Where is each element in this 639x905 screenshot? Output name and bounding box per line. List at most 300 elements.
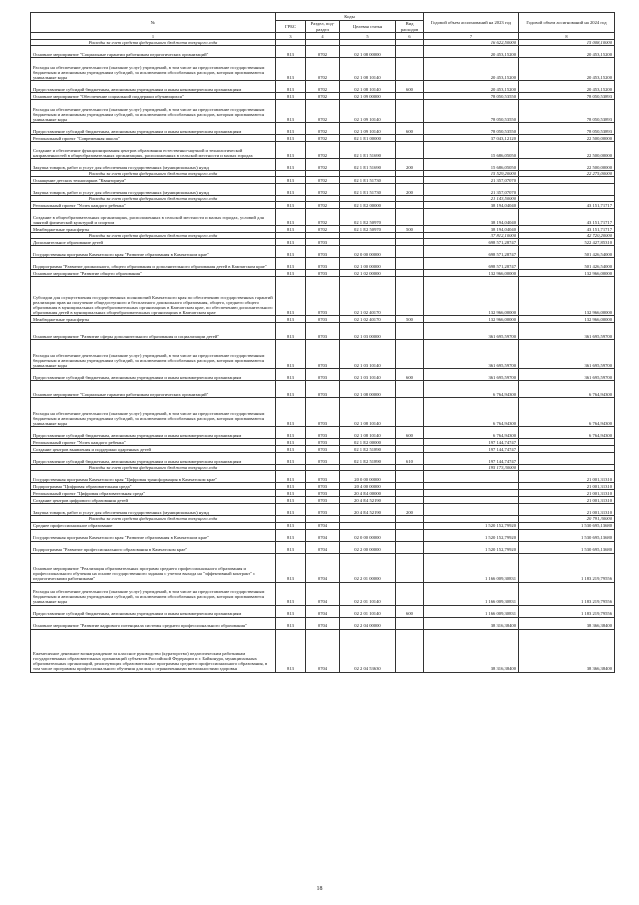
row-vr xyxy=(396,553,424,582)
row-vr xyxy=(396,202,424,209)
row-amount-2023: 37 812,10000 xyxy=(424,233,519,239)
row-razdel: 0704 xyxy=(306,629,340,672)
row-razdel: 0702 xyxy=(306,58,340,81)
row-csr: 02 1 03 00000 xyxy=(340,323,396,340)
row-amount-2023: 20 453,15200 xyxy=(424,46,519,58)
row-name: Предоставление субсидий бюджетным, автономным учреждениям и иным некоммерческим организациям xyxy=(31,427,276,439)
row-csr: 02 1 08 10140 xyxy=(340,81,396,93)
row-amount-2023: 1 520 152,79920 xyxy=(424,529,519,541)
row-amount-2024: 1 530 695,13680 xyxy=(519,522,615,529)
table-row xyxy=(31,258,615,270)
row-grbs: 813 xyxy=(276,446,306,453)
table-row xyxy=(31,177,615,184)
row-name: Предоставление субсидий бюджетным, автономным учреждениям и иным некоммерческим организациям xyxy=(31,369,276,381)
row-razdel: 0702 xyxy=(306,177,340,184)
row-vr xyxy=(396,258,424,270)
table-row xyxy=(31,226,615,233)
row-amount-2023: 197 144,74747 xyxy=(424,446,519,453)
row-amount-2024 xyxy=(519,446,615,453)
row-amount-2023: 197 144,74747 xyxy=(424,439,519,446)
table-row xyxy=(31,184,615,196)
row-name: Расходы за счет средств федерального бюджета текущего года xyxy=(31,196,276,202)
row-name: Расходы за счет средств федерального бюджета текущего года xyxy=(31,40,276,46)
row-name: Закупка товаров, работ и услуг для обеспечения государственных (муниципальных) нужд xyxy=(31,184,276,196)
row-vr xyxy=(396,340,424,369)
row-csr: 02 1 08 10140 xyxy=(340,58,396,81)
row-csr xyxy=(340,522,396,529)
column-numbers-row xyxy=(31,33,615,40)
row-name: Межбюджетные трансферты xyxy=(31,316,276,323)
row-csr: 02 1 09 00000 xyxy=(340,93,396,100)
row-amount-2024: 21 001,31310 xyxy=(519,471,615,483)
col-num: 6 xyxy=(396,33,424,40)
row-vr xyxy=(396,529,424,541)
row-razdel: 0703 xyxy=(306,340,340,369)
row-amount-2024 xyxy=(519,184,615,196)
row-amount-2023: 6 764,94300 xyxy=(424,427,519,439)
row-razdel: 0704 xyxy=(306,553,340,582)
row-razdel: 0703 xyxy=(306,246,340,258)
row-vr: 600 xyxy=(396,81,424,93)
row-amount-2024: 21 001,31310 xyxy=(519,504,615,516)
row-amount-2024: 21 001,31310 xyxy=(519,497,615,504)
table-row xyxy=(31,209,615,226)
row-grbs: 813 xyxy=(276,541,306,553)
row-grbs: 813 xyxy=(276,246,306,258)
row-grbs: 813 xyxy=(276,553,306,582)
row-razdel: 0703 xyxy=(306,369,340,381)
row-amount-2023 xyxy=(424,497,519,504)
table-row xyxy=(31,529,615,541)
row-name: Подпрограмма "Развитие профессионального образования в Камчатском крае" xyxy=(31,541,276,553)
row-csr: 02 1 02 00000 xyxy=(340,270,396,277)
row-name: Расходы за счет средств федерального бюджета текущего года xyxy=(31,171,276,177)
table-row xyxy=(31,135,615,142)
row-csr: 20 0 00 00000 xyxy=(340,471,396,483)
row-amount-2023: 38 316,38400 xyxy=(424,617,519,629)
row-csr: 02 2 01 00000 xyxy=(340,553,396,582)
row-grbs: 813 xyxy=(276,605,306,617)
row-vr xyxy=(396,541,424,553)
row-amount-2024: 20 453,15200 xyxy=(519,46,615,58)
table-row xyxy=(31,93,615,100)
row-amount-2024: 361 695,59700 xyxy=(519,369,615,381)
row-csr: 02 1 E2 50970 xyxy=(340,209,396,226)
row-amount-2023: 20 453,15200 xyxy=(424,81,519,93)
row-vr xyxy=(396,617,424,629)
col-num: 3 xyxy=(276,33,306,40)
row-name: Государственная программа Камчатского края "Цифровая трансформация в Камчатском крае" xyxy=(31,471,276,483)
row-csr: 02 1 09 10140 xyxy=(340,100,396,123)
row-amount-2023: 38 194,04040 xyxy=(424,202,519,209)
row-grbs: 813 xyxy=(276,135,306,142)
row-amount-2023: 1 520 152,79920 xyxy=(424,522,519,529)
row-csr: 02 2 01 10140 xyxy=(340,605,396,617)
row-amount-2024: 43 151,71717 xyxy=(519,202,615,209)
row-vr: 610 xyxy=(396,453,424,465)
row-grbs: 813 xyxy=(276,629,306,672)
table-row xyxy=(31,497,615,504)
table-row xyxy=(31,81,615,93)
row-grbs: 813 xyxy=(276,270,306,277)
row-amount-2023: 6 764,94300 xyxy=(424,398,519,427)
table-row xyxy=(31,439,615,446)
row-name: Расходы на обеспечение деятельности (оказание услуг) учреждений, в том числе на предоставление государственным бюджетным и автономным учреждениям субсидий, за исключением обособленных расходов, которым присваиваются уникальные коды xyxy=(31,58,276,81)
table-header xyxy=(31,13,615,40)
row-grbs: 813 xyxy=(276,93,306,100)
col-num: 1 xyxy=(31,33,276,40)
row-vr xyxy=(396,100,424,123)
row-amount-2023: 21 357,07070 xyxy=(424,184,519,196)
row-grbs: 813 xyxy=(276,46,306,58)
row-vr: 200 xyxy=(396,184,424,196)
table-row xyxy=(31,142,615,159)
row-vr: 200 xyxy=(396,504,424,516)
row-amount-2023 xyxy=(424,471,519,483)
row-amount-2024: 21 001,31310 xyxy=(519,483,615,490)
row-csr: 02 1 E2 51890 xyxy=(340,446,396,453)
row-razdel: 0702 xyxy=(306,226,340,233)
row-csr: 02 1 02 40170 xyxy=(340,316,396,323)
budget-table xyxy=(30,12,615,673)
row-vr xyxy=(396,93,424,100)
row-csr: 02 1 09 10140 xyxy=(340,123,396,135)
row-grbs: 813 xyxy=(276,177,306,184)
row-vr xyxy=(396,381,424,398)
row-vr xyxy=(396,46,424,58)
row-amount-2024: 78 050,53893 xyxy=(519,123,615,135)
row-name: Государственная программа Камчатского края "Развитие образования в Камчатском крае" xyxy=(31,246,276,258)
row-csr: 02 1 E1 00000 xyxy=(340,135,396,142)
row-razdel: 0702 xyxy=(306,142,340,159)
col-num: 5 xyxy=(340,33,396,40)
row-csr: 02 1 03 10140 xyxy=(340,369,396,381)
row-name: Создание центров цифрового образования детей xyxy=(31,497,276,504)
row-vr xyxy=(396,142,424,159)
row-name: Основное мероприятие "Социальные гарантии работникам педагогических организаций" xyxy=(31,381,276,398)
row-csr: 02 1 E2 00000 xyxy=(340,439,396,446)
table-row xyxy=(31,504,615,516)
row-name: Создание и обеспечение функционирования центров образования естественно-научной и технологической направленностей в общеобразовательных организациях, расположенных в сельской местности и малых городах xyxy=(31,142,276,159)
row-razdel: 0703 xyxy=(306,239,340,246)
row-grbs: 813 xyxy=(276,439,306,446)
row-amount-2023: 38 194,04040 xyxy=(424,226,519,233)
row-amount-2023: 132 966,00000 xyxy=(424,270,519,277)
header-grbs: ГРБС xyxy=(276,21,306,33)
row-amount-2023: 78 050,53550 xyxy=(424,93,519,100)
row-vr xyxy=(396,209,424,226)
row-grbs: 813 xyxy=(276,81,306,93)
row-amount-2023: 698 571,28747 xyxy=(424,239,519,246)
row-grbs: 813 xyxy=(276,369,306,381)
row-csr: 02 1 E2 50970 xyxy=(340,226,396,233)
table-row xyxy=(31,471,615,483)
row-grbs: 813 xyxy=(276,277,306,316)
row-amount-2024: 20 791,30000 xyxy=(519,516,615,522)
row-amount-2023: 21 357,07070 xyxy=(424,177,519,184)
row-vr xyxy=(396,270,424,277)
table-row xyxy=(31,340,615,369)
row-amount-2023 xyxy=(424,483,519,490)
row-razdel: 0703 xyxy=(306,504,340,516)
row-vr: 600 xyxy=(396,605,424,617)
row-name: Расходы за счет средств федерального бюджета текущего года xyxy=(31,516,276,522)
row-grbs: 813 xyxy=(276,483,306,490)
row-grbs: 813 xyxy=(276,497,306,504)
row-amount-2024: 501 426,54000 xyxy=(519,258,615,270)
row-razdel: 0703 xyxy=(306,471,340,483)
row-razdel: 0703 xyxy=(306,323,340,340)
row-name: Основное мероприятие "Развитие кадрового потенциала системы среднего профессионального образования" xyxy=(31,617,276,629)
row-name: Межбюджетные трансферты xyxy=(31,226,276,233)
row-razdel: 0704 xyxy=(306,541,340,553)
row-name: Создание центров выявления и поддержки одаренных детей xyxy=(31,446,276,453)
row-amount-2024: 38 366,38400 xyxy=(519,629,615,672)
row-razdel: 0702 xyxy=(306,123,340,135)
row-amount-2024 xyxy=(519,453,615,465)
table-row xyxy=(31,159,615,171)
row-csr: 20 4 00 00000 xyxy=(340,483,396,490)
row-razdel: 0702 xyxy=(306,184,340,196)
row-csr: 02 1 E2 51890 xyxy=(340,453,396,465)
row-vr xyxy=(396,439,424,446)
row-razdel: 0702 xyxy=(306,93,340,100)
row-razdel: 0703 xyxy=(306,427,340,439)
row-name: Подпрограмма "Цифровая образовательная среда" xyxy=(31,483,276,490)
row-name: Региональный проект "Современная школа" xyxy=(31,135,276,142)
row-grbs: 813 xyxy=(276,522,306,529)
row-name: Подпрограмма "Развитие дошкольного, общего образования и дополнительного образования детей в Камчатском крае" xyxy=(31,258,276,270)
row-amount-2023 xyxy=(424,504,519,516)
row-amount-2024: 6 764,94300 xyxy=(519,398,615,427)
row-grbs: 813 xyxy=(276,316,306,323)
row-razdel: 0702 xyxy=(306,159,340,171)
row-csr: 02 1 03 10140 xyxy=(340,340,396,369)
row-amount-2023: 21 143,50000 xyxy=(424,196,519,202)
row-name: Региональный проект "Успех каждого ребенка" xyxy=(31,439,276,446)
row-grbs: 813 xyxy=(276,490,306,497)
row-grbs: 813 xyxy=(276,471,306,483)
table-row xyxy=(31,323,615,340)
row-amount-2023: 6 764,94300 xyxy=(424,381,519,398)
row-grbs: 813 xyxy=(276,258,306,270)
row-razdel: 0702 xyxy=(306,100,340,123)
row-grbs: 813 xyxy=(276,582,306,605)
row-vr xyxy=(396,483,424,490)
header-year-2023: Годовой объем ассигнований на 2023 год xyxy=(424,13,519,33)
row-razdel: 0703 xyxy=(306,439,340,446)
row-amount-2023: 197 144,74747 xyxy=(424,453,519,465)
row-vr xyxy=(396,471,424,483)
row-csr: 02 2 01 10140 xyxy=(340,582,396,605)
row-vr xyxy=(396,246,424,258)
row-name: Региональный проект "Цифровая образовательная среда" xyxy=(31,490,276,497)
row-amount-2024: 361 695,59700 xyxy=(519,340,615,369)
row-amount-2024: 38 366,38400 xyxy=(519,617,615,629)
table-row xyxy=(31,453,615,465)
row-csr: 02 1 08 00000 xyxy=(340,46,396,58)
row-csr: 02 1 02 40170 xyxy=(340,277,396,316)
row-grbs: 813 xyxy=(276,504,306,516)
row-vr xyxy=(396,490,424,497)
row-amount-2023: 361 695,59700 xyxy=(424,323,519,340)
row-name: Оснащение детских технопарков "Кванториум" xyxy=(31,177,276,184)
row-vr: 500 xyxy=(396,316,424,323)
row-grbs: 813 xyxy=(276,398,306,427)
row-amount-2024: 1 183 219,79556 xyxy=(519,553,615,582)
row-amount-2023: 361 695,59700 xyxy=(424,369,519,381)
row-csr: 02 2 00 00000 xyxy=(340,541,396,553)
row-amount-2024: 21 001,31310 xyxy=(519,490,615,497)
row-vr: 500 xyxy=(396,226,424,233)
row-csr: 02 0 00 00000 xyxy=(340,529,396,541)
row-razdel: 0703 xyxy=(306,398,340,427)
row-grbs: 813 xyxy=(276,239,306,246)
table-row xyxy=(31,58,615,81)
row-name: Расходы на обеспечение деятельности (оказание услуг) учреждений, в том числе на предоставление государственным бюджетным и автономным учреждениям субсидий, за исключением обособленных расходов, которым присваиваются уникальные коды xyxy=(31,340,276,369)
table-row xyxy=(31,490,615,497)
row-name: Расходы за счет средств федерального бюджета текущего года xyxy=(31,465,276,471)
table-row xyxy=(31,381,615,398)
table-row xyxy=(31,369,615,381)
page-number: 18 xyxy=(316,886,323,892)
row-amount-2024: 22 500,00000 xyxy=(519,142,615,159)
row-razdel: 0702 xyxy=(306,135,340,142)
row-razdel: 0703 xyxy=(306,497,340,504)
table-row xyxy=(31,277,615,316)
row-name: Региональный проект "Успех каждого ребенка" xyxy=(31,202,276,209)
table-row xyxy=(31,316,615,323)
row-name: Предоставление субсидий бюджетным, автономным учреждениям и иным некоммерческим организациям xyxy=(31,453,276,465)
row-razdel: 0702 xyxy=(306,46,340,58)
row-name: Основное мероприятие "Развитие общего образования" xyxy=(31,270,276,277)
row-name: Среднее профессиональное образование xyxy=(31,522,276,529)
col-num: 8 xyxy=(519,33,615,40)
row-amount-2023: 698 571,28747 xyxy=(424,246,519,258)
table-row xyxy=(31,629,615,672)
row-name: Создание в общеобразовательных организациях, расположенных в сельской местности и малых городах, условий для занятий физической культурой и спортом xyxy=(31,209,276,226)
row-vr xyxy=(396,398,424,427)
row-grbs: 813 xyxy=(276,123,306,135)
row-vr xyxy=(396,323,424,340)
table-row xyxy=(31,582,615,605)
row-amount-2024: 132 966,00000 xyxy=(519,277,615,316)
row-grbs: 813 xyxy=(276,159,306,171)
row-name: Основное мероприятие "Обеспечение социальной поддержки обучающихся" xyxy=(31,93,276,100)
row-name: Государственная программа Камчатского края "Развитие образования в Камчатском крае" xyxy=(31,529,276,541)
row-name: Предоставление субсидий бюджетным, автономным учреждениям и иным некоммерческим организациям xyxy=(31,605,276,617)
row-amount-2023: 361 695,59700 xyxy=(424,340,519,369)
row-name: Основное мероприятие "Реализация образовательных программ среднего профессионального образования и профессионального обучения на основе государственного задания с учетом выхода на "эффективный контракт" с педагогическими работниками" xyxy=(31,553,276,582)
row-amount-2023: 1 166 009,30831 xyxy=(424,582,519,605)
row-amount-2023: 37 043,12120 xyxy=(424,135,519,142)
table-row xyxy=(31,446,615,453)
row-vr xyxy=(396,177,424,184)
row-razdel: 0703 xyxy=(306,483,340,490)
row-grbs: 813 xyxy=(276,226,306,233)
row-razdel: 0703 xyxy=(306,277,340,316)
row-amount-2024 xyxy=(519,177,615,184)
row-grbs: 813 xyxy=(276,453,306,465)
row-amount-2023: 20 453,15200 xyxy=(424,58,519,81)
row-grbs: 813 xyxy=(276,529,306,541)
row-razdel: 0704 xyxy=(306,605,340,617)
row-name: Закупка товаров, работ и услуг для обеспечения государственных (муниципальных) нужд xyxy=(31,159,276,171)
row-name: Расходы за счет средств федерального бюджета текущего года xyxy=(31,233,276,239)
row-amount-2023: 1 166 009,30831 xyxy=(424,553,519,582)
row-grbs: 813 xyxy=(276,58,306,81)
row-vr xyxy=(396,135,424,142)
row-amount-2024: 501 426,54000 xyxy=(519,246,615,258)
row-amount-2024 xyxy=(519,439,615,446)
row-name: Предоставление субсидий бюджетным, автономным учреждениям и иным некоммерческим организациям xyxy=(31,81,276,93)
row-razdel: 0703 xyxy=(306,316,340,323)
row-vr: 600 xyxy=(396,427,424,439)
row-razdel: 0704 xyxy=(306,529,340,541)
row-grbs: 813 xyxy=(276,381,306,398)
row-vr xyxy=(396,522,424,529)
table-body xyxy=(31,40,615,673)
row-name: Основное мероприятие "Социальные гарантии работникам педагогических организаций" xyxy=(31,46,276,58)
row-name: Закупка товаров, работ и услуг для обеспечения государственных (муниципальных) нужд xyxy=(31,504,276,516)
row-grbs: 813 xyxy=(276,209,306,226)
row-amount-2024: 22 500,00000 xyxy=(519,159,615,171)
row-csr: 02 1 08 10140 xyxy=(340,427,396,439)
row-vr: 600 xyxy=(396,369,424,381)
row-amount-2024: 1 530 695,13680 xyxy=(519,541,615,553)
header-razdel: Раздел, под-раздел xyxy=(306,21,340,33)
table-row xyxy=(31,270,615,277)
table-row xyxy=(31,605,615,617)
row-amount-2023: 132 966,00000 xyxy=(424,316,519,323)
row-csr: 02 1 E1 51730 xyxy=(340,177,396,184)
row-amount-2024: 132 966,00000 xyxy=(519,316,615,323)
table-row xyxy=(31,246,615,258)
header-year-2024: Годовой объем ассигнований на 2024 год xyxy=(519,13,615,33)
row-amount-2024: 132 966,00000 xyxy=(519,270,615,277)
header-vr: Вид расходов xyxy=(396,21,424,33)
row-name: Расходы на обеспечение деятельности (оказание услуг) учреждений, в том числе на предоставление государственным бюджетным и автономным учреждениям субсидий, за исключением обособленных расходов, которым присваиваются уникальные коды xyxy=(31,582,276,605)
row-csr: 02 2 04 00000 xyxy=(340,617,396,629)
row-csr: 20 4 E4 52190 xyxy=(340,504,396,516)
table-row xyxy=(31,239,615,246)
table-row xyxy=(31,427,615,439)
header-number: № xyxy=(31,13,276,33)
row-csr: 02 1 08 00000 xyxy=(340,381,396,398)
row-grbs: 813 xyxy=(276,427,306,439)
row-razdel: 0704 xyxy=(306,617,340,629)
row-vr xyxy=(396,239,424,246)
row-amount-2024: 43 151,71717 xyxy=(519,209,615,226)
row-amount-2024: 20 453,15200 xyxy=(519,81,615,93)
row-amount-2024: 6 764,94300 xyxy=(519,427,615,439)
row-grbs: 813 xyxy=(276,617,306,629)
row-csr: 02 1 E1 51730 xyxy=(340,184,396,196)
row-amount-2024: 361 695,59700 xyxy=(519,323,615,340)
row-grbs: 813 xyxy=(276,340,306,369)
row-csr xyxy=(340,239,396,246)
row-razdel: 0702 xyxy=(306,202,340,209)
budget-table-sheet xyxy=(30,12,614,673)
row-amount-2024: 1 530 695,13680 xyxy=(519,529,615,541)
row-amount-2024: 15 008,10000 xyxy=(519,40,615,46)
row-amount-2024: 78 050,53893 xyxy=(519,93,615,100)
row-name: Основное мероприятие "Развитие сферы дополнительного образования и социализации детей" xyxy=(31,323,276,340)
row-amount-2023: 16 622,50000 xyxy=(424,40,519,46)
row-csr: 02 0 00 00000 xyxy=(340,246,396,258)
row-vr xyxy=(396,497,424,504)
row-razdel: 0702 xyxy=(306,81,340,93)
